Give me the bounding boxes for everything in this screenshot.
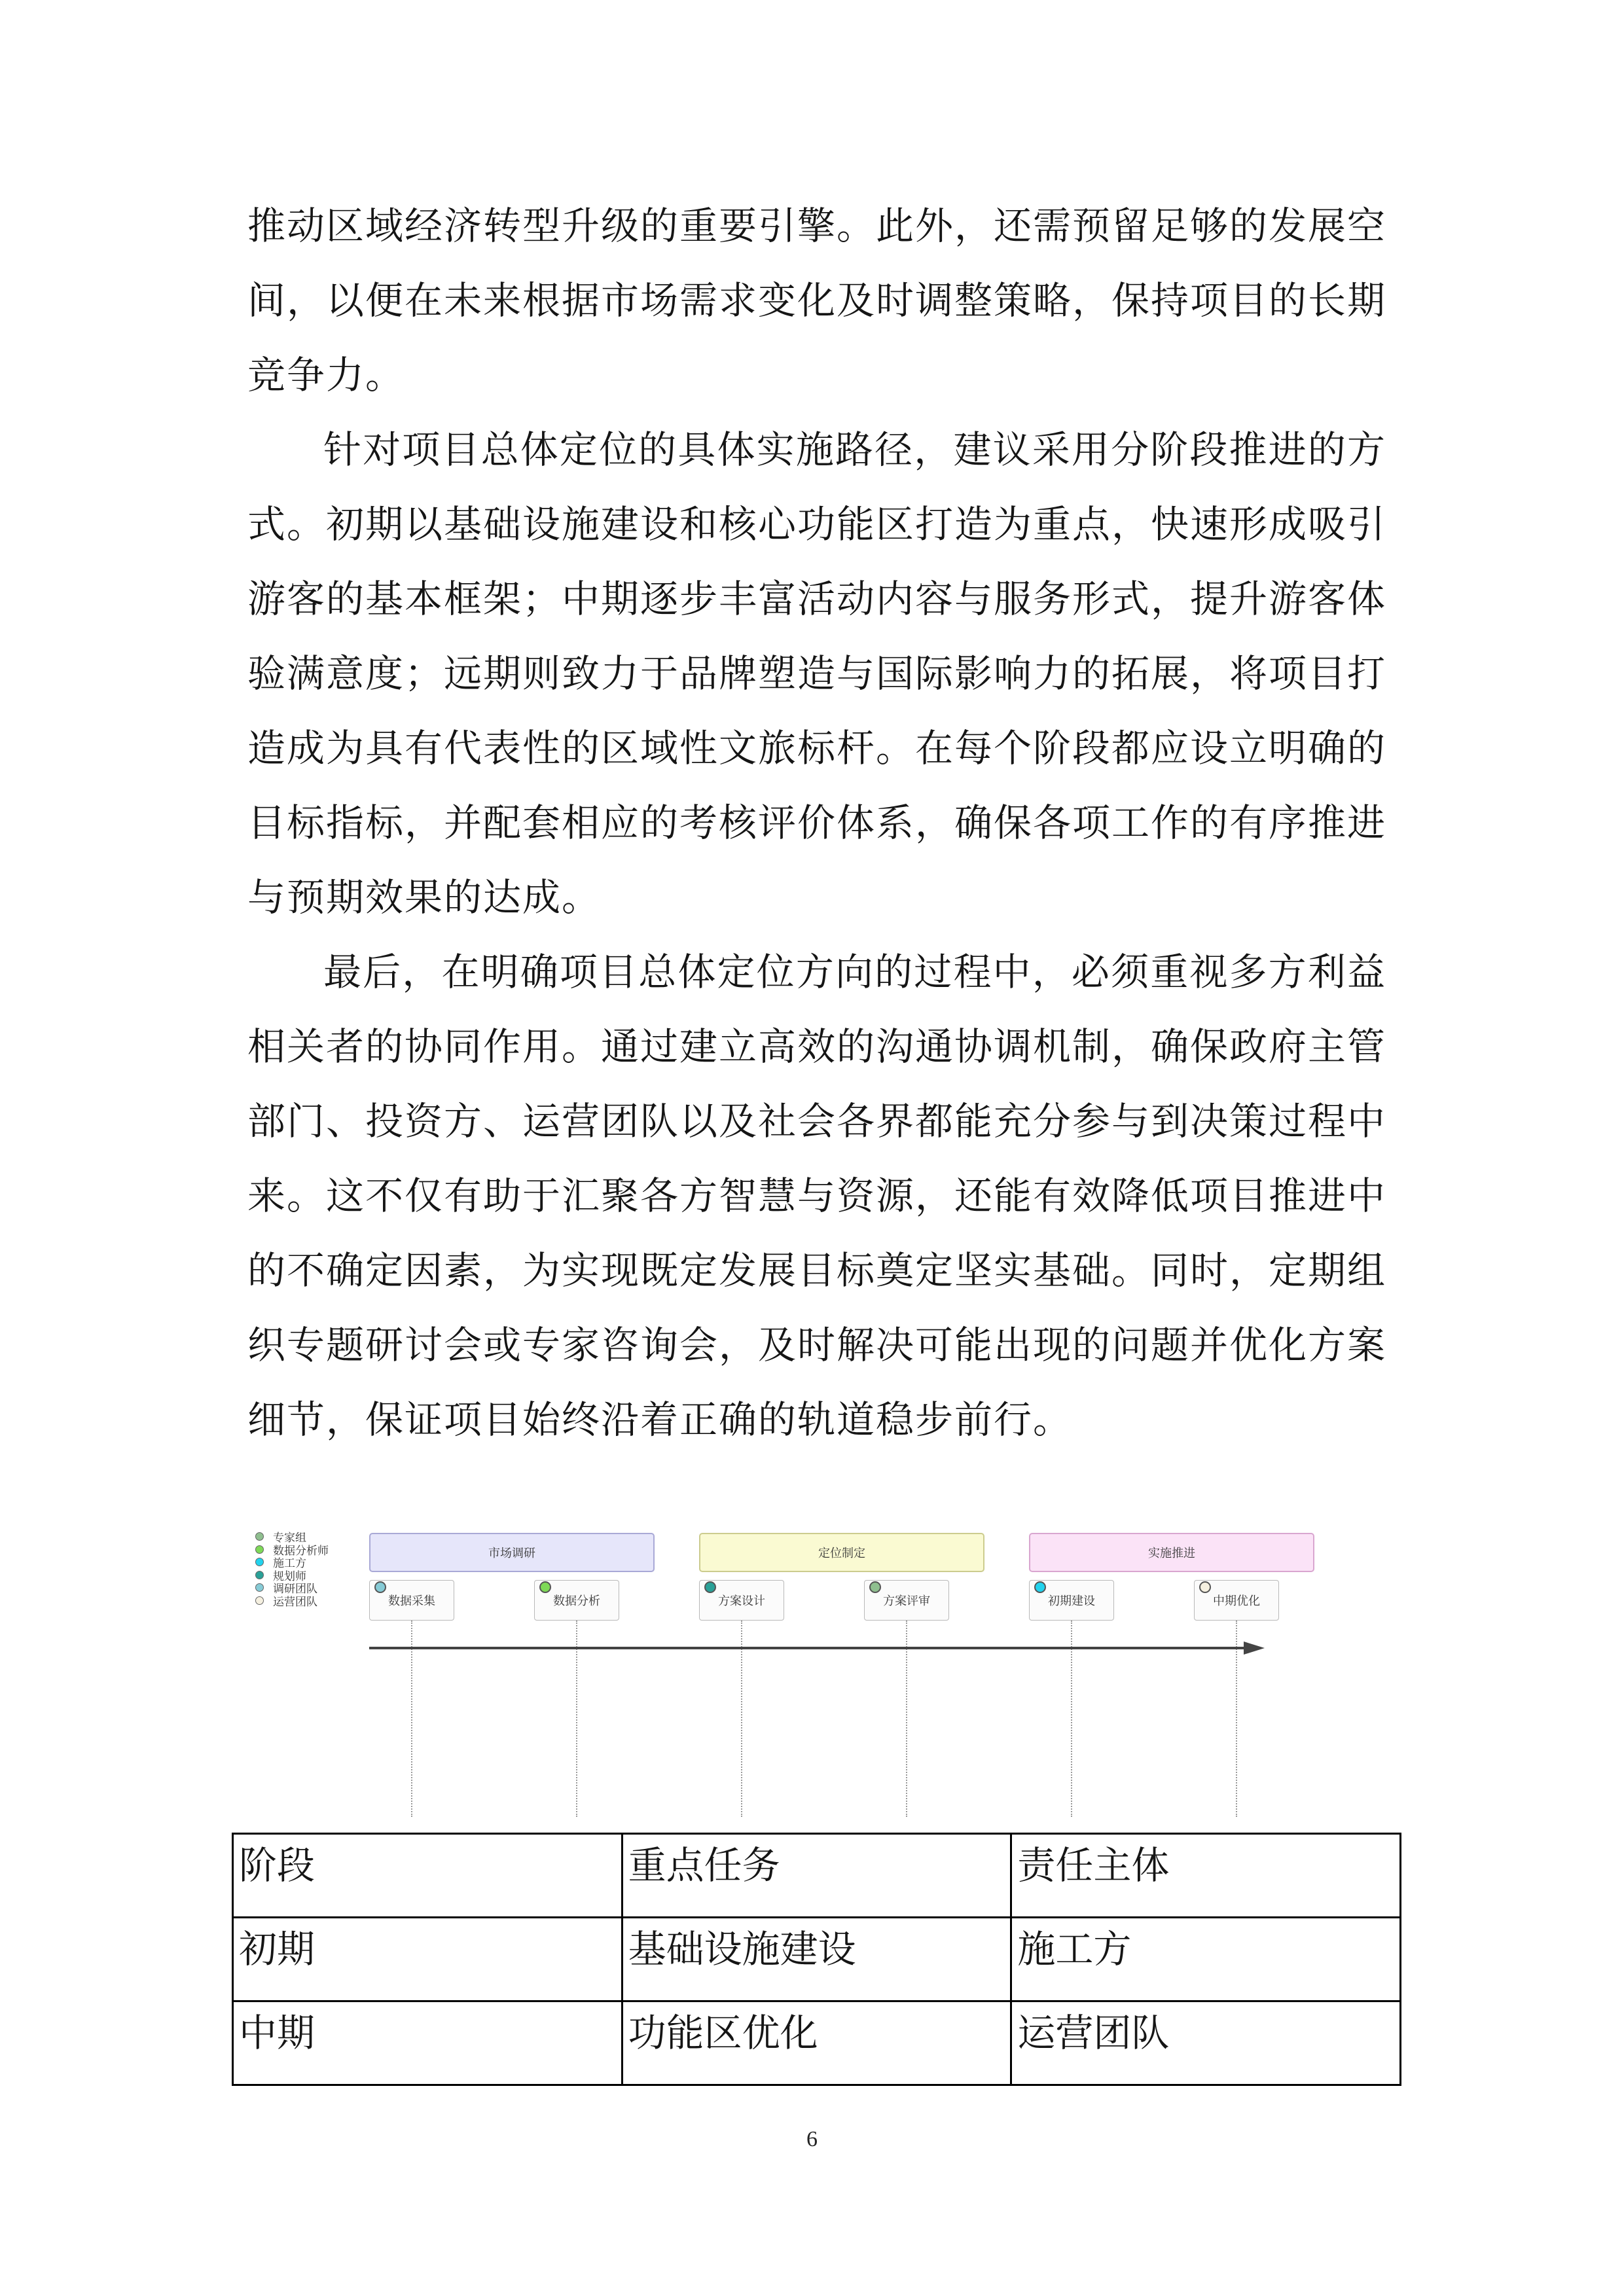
task-dot-icon	[1034, 1581, 1046, 1593]
timeline-legend	[255, 1530, 329, 1607]
task-drop-line	[576, 1621, 577, 1817]
table-cell: 运营团队	[1011, 2001, 1401, 2085]
task-plan-design: 方案设计	[699, 1580, 784, 1621]
task-drop-line	[411, 1621, 412, 1817]
table-header-cell: 阶段	[233, 1834, 623, 1918]
legend-label: 运营团队	[273, 1595, 317, 1609]
legend-dot-icon	[255, 1545, 264, 1554]
timeline-axis	[369, 1647, 1246, 1649]
table-row	[233, 1918, 1401, 2001]
table-row	[233, 2001, 1401, 2085]
table-header-row	[233, 1834, 1401, 1918]
table-cell: 初期	[233, 1918, 623, 2001]
table-header-cell: 责任主体	[1011, 1834, 1401, 1918]
phase-implementation: 实施推进	[1029, 1533, 1314, 1572]
timeline-figure	[246, 1518, 1382, 1820]
legend-label: 数据分析师	[273, 1544, 329, 1558]
table-cell: 功能区优化	[622, 2001, 1011, 2085]
legend-label: 专家组	[273, 1532, 306, 1545]
legend-dot-icon	[255, 1571, 264, 1579]
legend-dot-icon	[255, 1583, 264, 1592]
legend-label: 规划师	[273, 1570, 306, 1583]
table-cell: 中期	[233, 2001, 623, 2085]
task-drop-line	[741, 1621, 742, 1817]
phase-positioning: 定位制定	[699, 1533, 984, 1572]
task-initial-construction: 初期建设	[1029, 1580, 1114, 1621]
table-cell: 施工方	[1011, 1918, 1401, 2001]
task-dot-icon	[1199, 1581, 1211, 1593]
paragraph-1: 推动区域经济转型升级的重要引擎。此外，还需预留足够的发展空间，以便在未来根据市场需求变化及时调整策略，保持项目的长期竞争力。	[247, 204, 1387, 397]
task-dot-icon	[374, 1581, 386, 1593]
task-drop-line	[1071, 1621, 1072, 1817]
table-header-cell: 重点任务	[622, 1834, 1011, 1918]
task-dot-icon	[704, 1581, 716, 1593]
legend-dot-icon	[255, 1596, 264, 1605]
timeline-arrow-icon	[1244, 1641, 1265, 1655]
paragraph-3: 最后，在明确项目总体定位方向的过程中，必须重视多方利益相关者的协同作用。通过建立高效的沟通协调机制，确保政府主管部门、投资方、运营团队以及社会各界都能充分参与到决策过程中来。这不仅有助于汇聚各方智慧与资源，还能有效降低项目推进中的不确定因素，为实现既定发展目标奠定坚实基础。同时，定期组织专题研讨会或专家咨询会，及时解决可能出现的问题并优化方案细节，保证项目始终沿着正确的轨道稳步前行。	[247, 950, 1387, 1442]
phase-task-table	[232, 1833, 1401, 2086]
legend-label: 施工方	[273, 1557, 306, 1571]
task-dot-icon	[869, 1581, 881, 1593]
task-dot-icon	[539, 1581, 551, 1593]
legend-dot-icon	[255, 1558, 264, 1566]
legend-dot-icon	[255, 1532, 264, 1541]
task-mid-optimization: 中期优化	[1194, 1580, 1279, 1621]
task-drop-line	[1236, 1621, 1237, 1817]
paragraph-2: 针对项目总体定位的具体实施路径，建议采用分阶段推进的方式。初期以基础设施建设和核心功能区打造为重点，快速形成吸引游客的基本框架；中期逐步丰富活动内容与服务形式，提升游客体验满意度；远期则致力于品牌塑造与国际影响力的拓展，将项目打造成为具有代表性的区域性文旅标杆。在每个阶段都应设立明确的目标指标，并配套相应的考核评价体系，确保各项工作的有序推进与预期效果的达成。	[247, 427, 1387, 920]
legend-label: 调研团队	[273, 1583, 317, 1596]
task-data-collection: 数据采集	[369, 1580, 454, 1621]
task-data-analysis: 数据分析	[534, 1580, 619, 1621]
legend-item	[255, 1594, 329, 1607]
task-drop-line	[906, 1621, 907, 1817]
table-cell: 基础设施建设	[622, 1918, 1011, 2001]
task-plan-review: 方案评审	[864, 1580, 949, 1621]
page-number: 6	[806, 2127, 818, 2151]
phase-market-research: 市场调研	[369, 1533, 655, 1572]
